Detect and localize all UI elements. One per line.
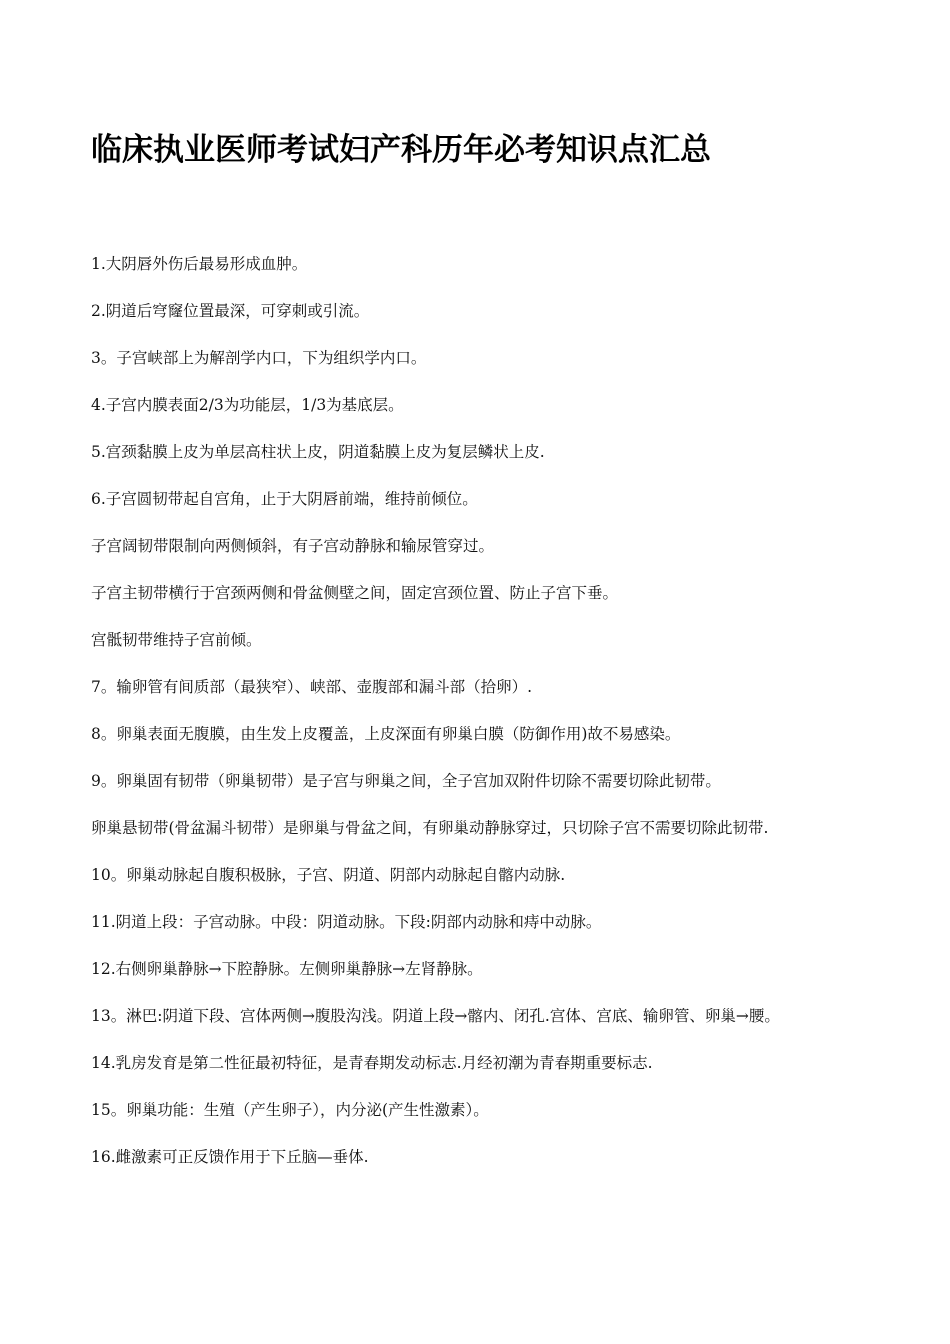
paragraph: 7。输卵管有间质部（最狭窄）、峡部、壶腹部和漏斗部（拾卵）.: [91, 678, 533, 696]
paragraph: 16.雌激素可正反馈作用于下丘脑—垂体.: [91, 1148, 369, 1166]
paragraph: 宫骶韧带维持子宫前倾。: [91, 631, 262, 649]
paragraph: 子宫阔韧带限制向两侧倾斜，有子宫动静脉和输尿管穿过。: [91, 537, 495, 555]
paragraph: 4.子宫内膜表面2/3为功能层，1/3为基底层。: [91, 396, 404, 414]
paragraph: 9。卵巢固有韧带（卵巢韧带）是子宫与卵巢之间，全子宫加双附件切除不需要切除此韧带。: [91, 772, 721, 790]
document-body: [91, 252, 863, 1170]
paragraph: 15。卵巢功能：生殖（产生卵子），内分泌(产生性激素）。: [91, 1101, 489, 1119]
paragraph: 1.大阴唇外伤后最易形成血肿。: [91, 255, 308, 273]
paragraph: 子宫主韧带横行于宫颈两侧和骨盆侧壁之间，固定宫颈位置、防止子宫下垂。: [91, 584, 619, 602]
paragraph: 12.右侧卵巢静脉→下腔静脉。左侧卵巢静脉→左肾静脉。: [91, 960, 483, 978]
paragraph: 14.乳房发育是第二性征最初特征，是青春期发动标志.月经初潮为青春期重要标志.: [91, 1054, 653, 1072]
page-title: 临床执业医师考试妇产科历年必考知识点汇总: [91, 132, 711, 168]
paragraph: 10。卵巢动脉起自腹积极脉，子宫、阴道、阴部内动脉起自髂内动脉.: [91, 866, 566, 884]
paragraph: 3。子宫峡部上为解剖学内口，下为组织学内口。: [91, 349, 427, 367]
paragraph: 2.阴道后穹窿位置最深，可穿刺或引流。: [91, 302, 370, 320]
paragraph: 11.阴道上段：子宫动脉。中段：阴道动脉。下段:阴部内动脉和痔中动脉。: [91, 913, 602, 931]
paragraph: 8。卵巢表面无腹膜，由生发上皮覆盖，上皮深面有卵巢白膜（防御作用)故不易感染。: [91, 725, 681, 743]
paragraph: 5.宫颈黏膜上皮为单层高柱状上皮，阴道黏膜上皮为复层鳞状上皮.: [91, 443, 545, 461]
paragraph: 13。淋巴:阴道下段、宫体两侧→腹股沟浅。阴道上段→髂内、闭孔.宫体、宫底、输卵管、卵巢→腰。: [91, 1007, 780, 1025]
paragraph: 卵巢悬韧带(骨盆漏斗韧带）是卵巢与骨盆之间，有卵巢动静脉穿过，只切除子宫不需要切除此韧带.: [91, 819, 769, 837]
paragraph: 6.子宫圆韧带起自宫角，止于大阴唇前端，维持前倾位。: [91, 490, 478, 508]
